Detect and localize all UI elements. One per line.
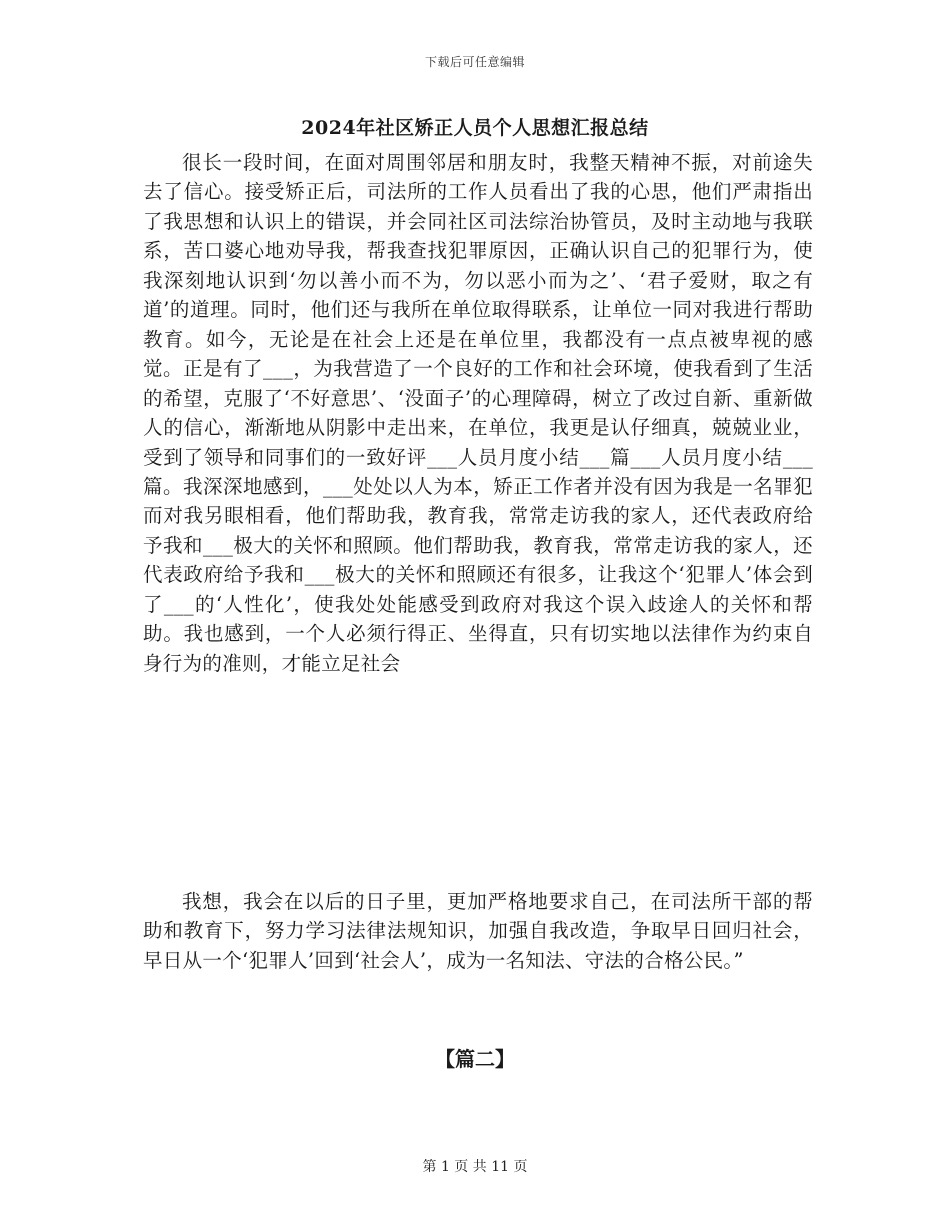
- document-title: 2024年社区矫正人员个人思想汇报总结: [301, 117, 649, 139]
- body-paragraph-2: [143, 887, 813, 975]
- paragraph-text: 我想，我会在以后的日子里，更加严格地要求自己，在司法所干部的帮助和教育下，努力学习法律法规知识，加强自我改造，争取早日回归社会，早日从一个‘犯罪人’回到‘社会人’，成为一名知法、守法的合格公民。”: [143, 890, 813, 972]
- download-edit-note: 下载后可任意编辑: [424, 55, 525, 69]
- body-paragraph-1: [143, 148, 813, 678]
- paragraph-text: 很长一段时间，在面对周围邻居和朋友时，我整天精神不振，对前途失去了信心。接受矫正后，司法所的工作人员看出了我的心思，他们严肃指出了我思想和认识上的错误，并会同社区司法综治协管员，及时主动地与我联系，苦口婆心地劝导我，帮我查找犯罪原因，正确认识自己的犯罪行为，使我深刻地认识到‘勿以善小而不为，勿以恶小而为之’、‘君子爱财，取之有道’的道理。同时，他们还与我所在单位取得联系，让单位一同对我进行帮助教育。如今，无论是在社会上还是在单位里，我都没有一点点被卑视的感觉。正是有了___，为我营造了一个良好的工作和社会环境，使我看到了生活的希望，克服了‘不好意思’、‘没面子’的心理障碍，树立了改过自新、重新做人的信心，渐渐地从阴影中走出来，在单位，我更是认仔细真，兢兢业业，受到了领导和同事们的一致好评___人员月度小结___篇___人员月度小结___篇。我深深地感到，___处处以人为本，矫正工作者并没有因为我是一名罪犯而对我另眼相看，他们帮助我，教育我，常常走访我的家人，还代表政府给予我和___极大的关怀和照顾。他们帮助我，教育我，常常走访我的家人，还代表政府给予我和___极大的关怀和照顾还有很多，让我这个‘犯罪人’体会到了___的‘人性化’，使我处处能感受到政府对我这个误入歧途人的关怀和帮助。我也感到，一个人必须行得正、坐得直，只有切实地以法律作为约束自身行为的准则，才能立足社会: [143, 151, 813, 675]
- section-heading: 【篇二】: [435, 1047, 515, 1071]
- page-number-footer: 第 1 页 共 11 页: [422, 1159, 528, 1175]
